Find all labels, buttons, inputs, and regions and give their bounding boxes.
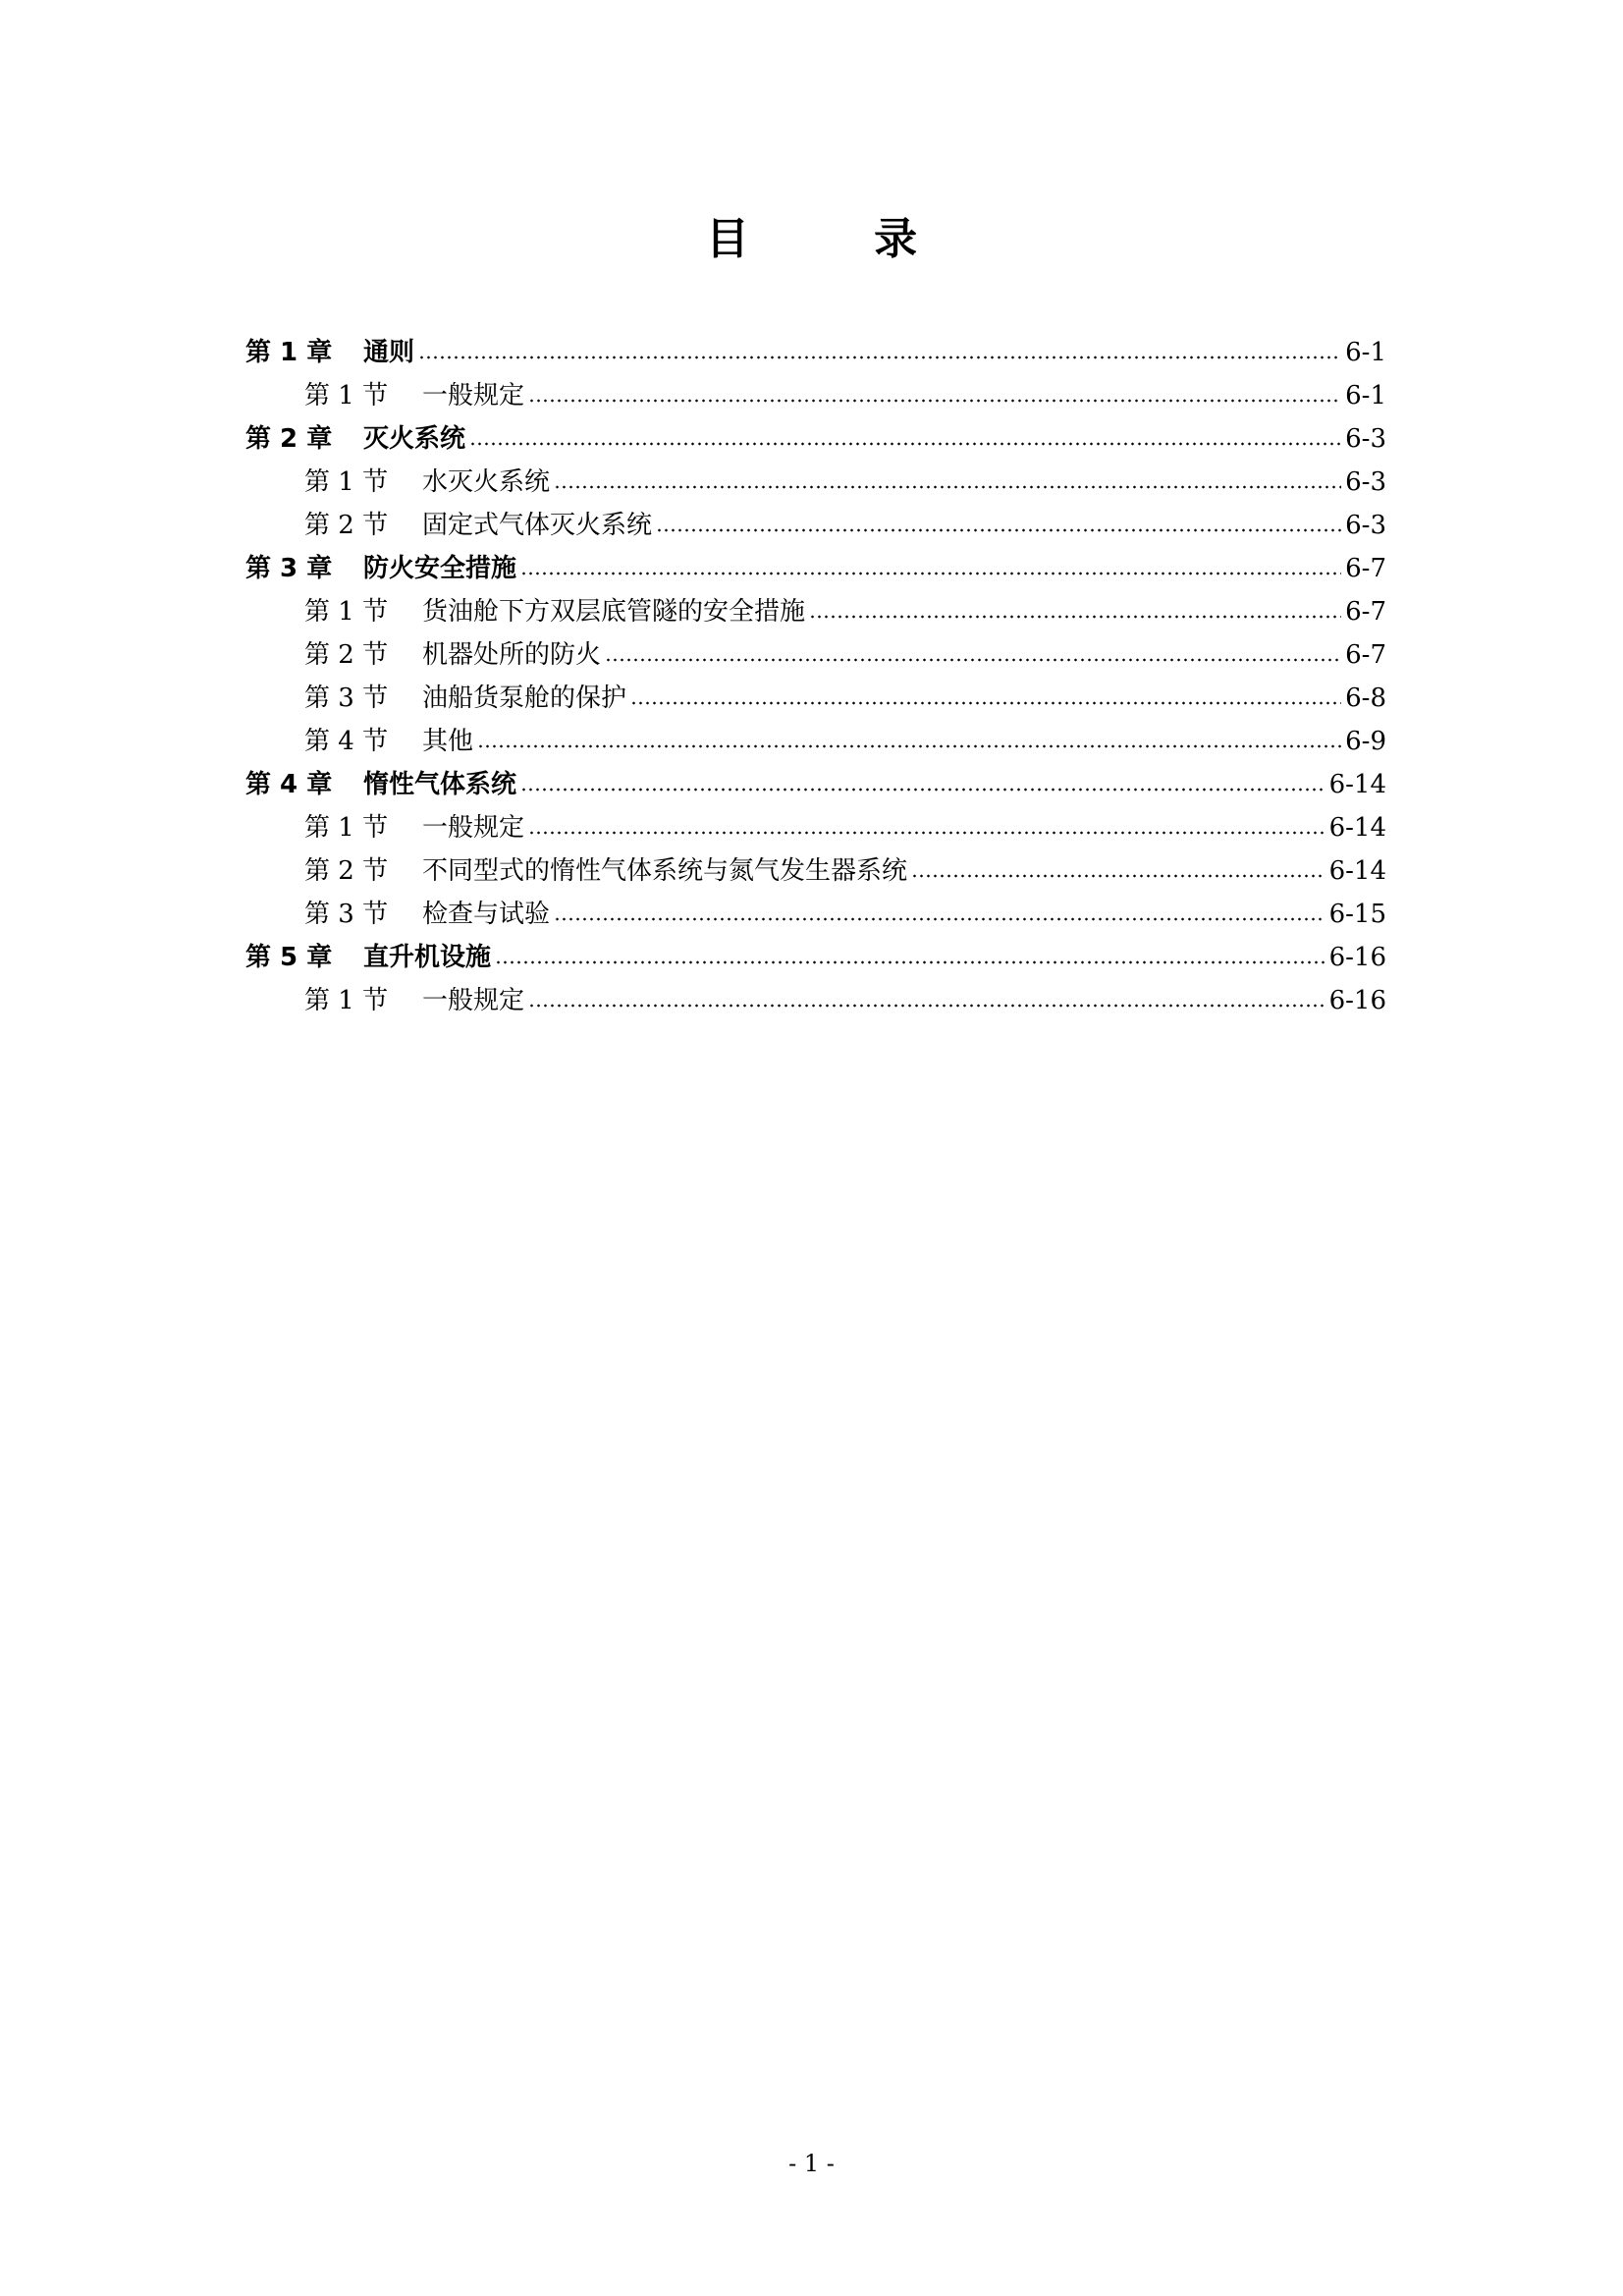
toc-entry[interactable] xyxy=(245,547,1386,590)
toc-entry[interactable] xyxy=(245,936,1386,979)
toc-entry[interactable] xyxy=(245,763,1386,806)
toc-entry[interactable] xyxy=(245,979,1386,1022)
toc-entry-number: 第 1 章 xyxy=(245,338,333,367)
table-of-contents xyxy=(245,331,1386,1022)
toc-entry-number: 第 2 节 xyxy=(304,640,389,670)
toc-entry[interactable] xyxy=(245,633,1386,677)
toc-dot-leader xyxy=(528,1001,1325,1011)
toc-entry-number: 第 1 节 xyxy=(304,813,389,843)
toc-entry-page: 6-7 xyxy=(1345,640,1386,670)
toc-entry-title: 货油舱下方双层底管隧的安全措施 xyxy=(422,597,806,627)
toc-dot-leader xyxy=(656,525,1341,535)
toc-dot-leader xyxy=(477,741,1341,751)
toc-entry-title: 灭火系统 xyxy=(363,424,466,454)
toc-entry-page: 6-16 xyxy=(1328,943,1386,972)
toc-entry-page: 6-14 xyxy=(1328,813,1386,843)
toc-dot-leader xyxy=(520,569,1341,578)
toc-entry[interactable] xyxy=(245,893,1386,936)
toc-entry[interactable] xyxy=(245,720,1386,763)
toc-entry-number: 第 4 章 xyxy=(245,770,333,799)
toc-entry[interactable] xyxy=(245,849,1386,893)
toc-entry[interactable] xyxy=(245,590,1386,633)
toc-entry-page: 6-14 xyxy=(1328,856,1386,886)
toc-entry[interactable] xyxy=(245,331,1386,374)
toc-entry-title: 一般规定 xyxy=(422,986,525,1015)
toc-entry-page: 6-15 xyxy=(1328,900,1386,929)
toc-entry-page: 6-3 xyxy=(1345,467,1386,497)
toc-entry-number: 第 1 节 xyxy=(304,597,389,627)
toc-entry-number: 第 2 节 xyxy=(304,856,389,886)
toc-entry-number: 第 1 节 xyxy=(304,467,389,497)
toc-entry-number: 第 2 节 xyxy=(304,511,389,540)
toc-entry[interactable] xyxy=(245,504,1386,547)
toc-entry[interactable] xyxy=(245,417,1386,461)
toc-entry-title: 一般规定 xyxy=(422,381,525,410)
toc-entry-number: 第 5 章 xyxy=(245,943,333,972)
toc-dot-leader xyxy=(528,828,1325,838)
toc-dot-leader xyxy=(469,439,1341,449)
toc-entry[interactable] xyxy=(245,677,1386,720)
toc-entry[interactable] xyxy=(245,374,1386,417)
toc-entry-number: 第 1 节 xyxy=(304,986,389,1015)
toc-entry-title: 油船货泵舱的保护 xyxy=(422,683,627,713)
toc-entry[interactable] xyxy=(245,461,1386,504)
toc-entry-title: 通则 xyxy=(363,338,415,367)
toc-dot-leader xyxy=(528,396,1341,406)
page-number-footer: - 1 - xyxy=(788,2150,835,2177)
toc-entry-title: 检查与试验 xyxy=(422,900,551,929)
toc-entry-page: 6-8 xyxy=(1345,683,1386,713)
toc-dot-leader xyxy=(520,785,1325,794)
toc-entry-title: 防火安全措施 xyxy=(363,554,517,583)
toc-entry-title: 不同型式的惰性气体系统与氮气发生器系统 xyxy=(422,856,908,886)
toc-entry-title: 机器处所的防火 xyxy=(422,640,602,670)
toc-dot-leader xyxy=(630,698,1341,708)
toc-entry-number: 第 1 节 xyxy=(304,381,389,410)
toc-entry-page: 6-7 xyxy=(1345,597,1386,627)
toc-entry-number: 第 3 节 xyxy=(304,900,389,929)
toc-entry-page: 6-1 xyxy=(1345,381,1386,410)
toc-entry-page: 6-14 xyxy=(1328,770,1386,799)
toc-dot-leader xyxy=(605,655,1341,665)
toc-dot-leader xyxy=(554,914,1325,924)
toc-entry-title: 惰性气体系统 xyxy=(363,770,517,799)
toc-dot-leader xyxy=(554,482,1341,492)
toc-dot-leader xyxy=(418,353,1341,362)
toc-entry-number: 第 4 节 xyxy=(304,727,389,756)
toc-entry-page: 6-3 xyxy=(1345,424,1386,454)
toc-dot-leader xyxy=(911,871,1325,881)
toc-entry-page: 6-9 xyxy=(1345,727,1386,756)
toc-entry[interactable] xyxy=(245,806,1386,849)
toc-entry-title: 直升机设施 xyxy=(363,943,492,972)
toc-entry-page: 6-16 xyxy=(1328,986,1386,1015)
toc-entry-number: 第 3 章 xyxy=(245,554,333,583)
toc-dot-leader xyxy=(495,957,1325,967)
toc-entry-title: 其他 xyxy=(422,727,474,756)
toc-entry-title: 水灭火系统 xyxy=(422,467,551,497)
toc-entry-title: 固定式气体灭火系统 xyxy=(422,511,653,540)
toc-dot-leader xyxy=(809,612,1341,622)
toc-entry-number: 第 3 节 xyxy=(304,683,389,713)
toc-entry-number: 第 2 章 xyxy=(245,424,333,454)
toc-entry-page: 6-1 xyxy=(1345,338,1386,367)
page-title: 目 录 xyxy=(705,214,973,264)
toc-entry-page: 6-3 xyxy=(1345,511,1386,540)
toc-entry-title: 一般规定 xyxy=(422,813,525,843)
toc-entry-page: 6-7 xyxy=(1345,554,1386,583)
